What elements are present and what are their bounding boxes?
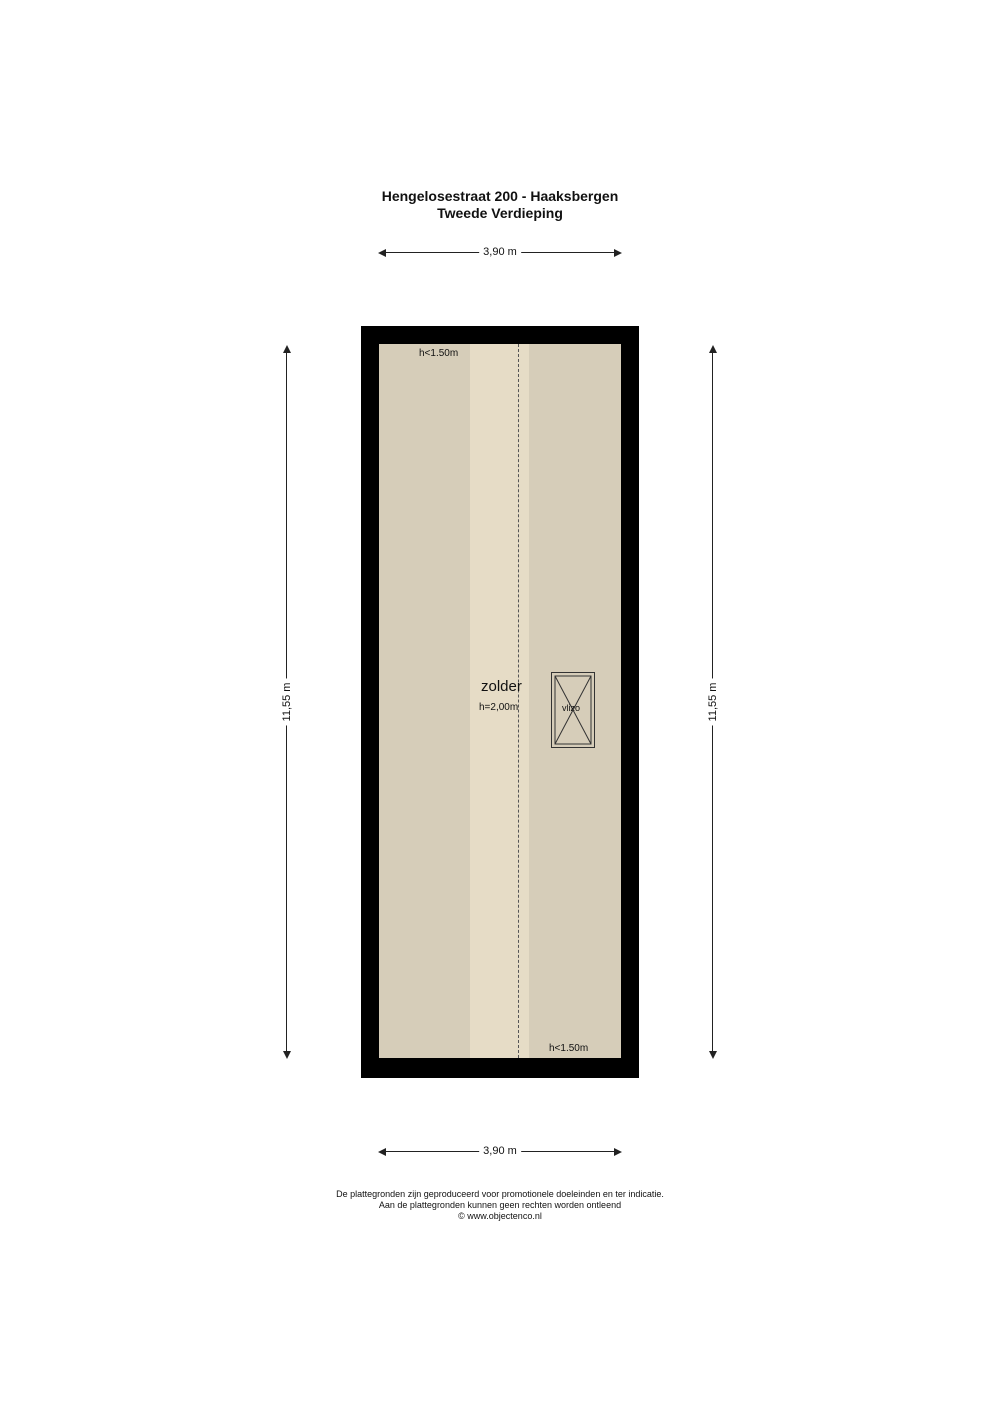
arrow-right-icon (614, 249, 622, 257)
arrow-left-icon (378, 1148, 386, 1156)
dimension-width-bottom (378, 1145, 622, 1159)
disclaimer-line-1: De plattegronden zijn geproduceerd voor promotionele doeleinden en ter indicatie. (336, 1189, 664, 1199)
dimension-width-bottom-label: 3,90 m (479, 1144, 521, 1158)
arrow-up-icon (709, 345, 717, 353)
plan-floor-name: Tweede Verdieping (437, 205, 563, 221)
dimension-height-right-label: 11,55 m (706, 679, 720, 726)
room-height-label: h=2,00m (479, 702, 519, 713)
copyright-line: © www.objectenco.nl (458, 1211, 542, 1221)
arrow-left-icon (378, 249, 386, 257)
hatch-label: vlizo (562, 703, 581, 713)
disclaimer-line-2: Aan de plattegronden kunnen geen rechten worden ontleend (378, 1200, 622, 1210)
arrow-up-icon (283, 345, 291, 353)
ridge-line (518, 344, 519, 1058)
low-height-label-top: h<1.50m (419, 348, 459, 359)
dimension-height-right (706, 345, 720, 1059)
room-floor (379, 344, 621, 1058)
dimension-height-left-label: 11,55 m (280, 679, 294, 726)
arrow-down-icon (709, 1051, 717, 1059)
plan-address: Hengelosestraat 200 - Haaksbergen (381, 188, 619, 204)
room-walls (361, 326, 639, 1078)
low-height-label-bottom: h<1.50m (549, 1043, 589, 1054)
ridge-strip (470, 344, 529, 1058)
dimension-width-top-label: 3,90 m (479, 245, 521, 259)
room-name: zolder (481, 678, 522, 695)
dimension-width-top (378, 246, 622, 260)
arrow-right-icon (614, 1148, 622, 1156)
dimension-height-left (280, 345, 294, 1059)
arrow-down-icon (283, 1051, 291, 1059)
